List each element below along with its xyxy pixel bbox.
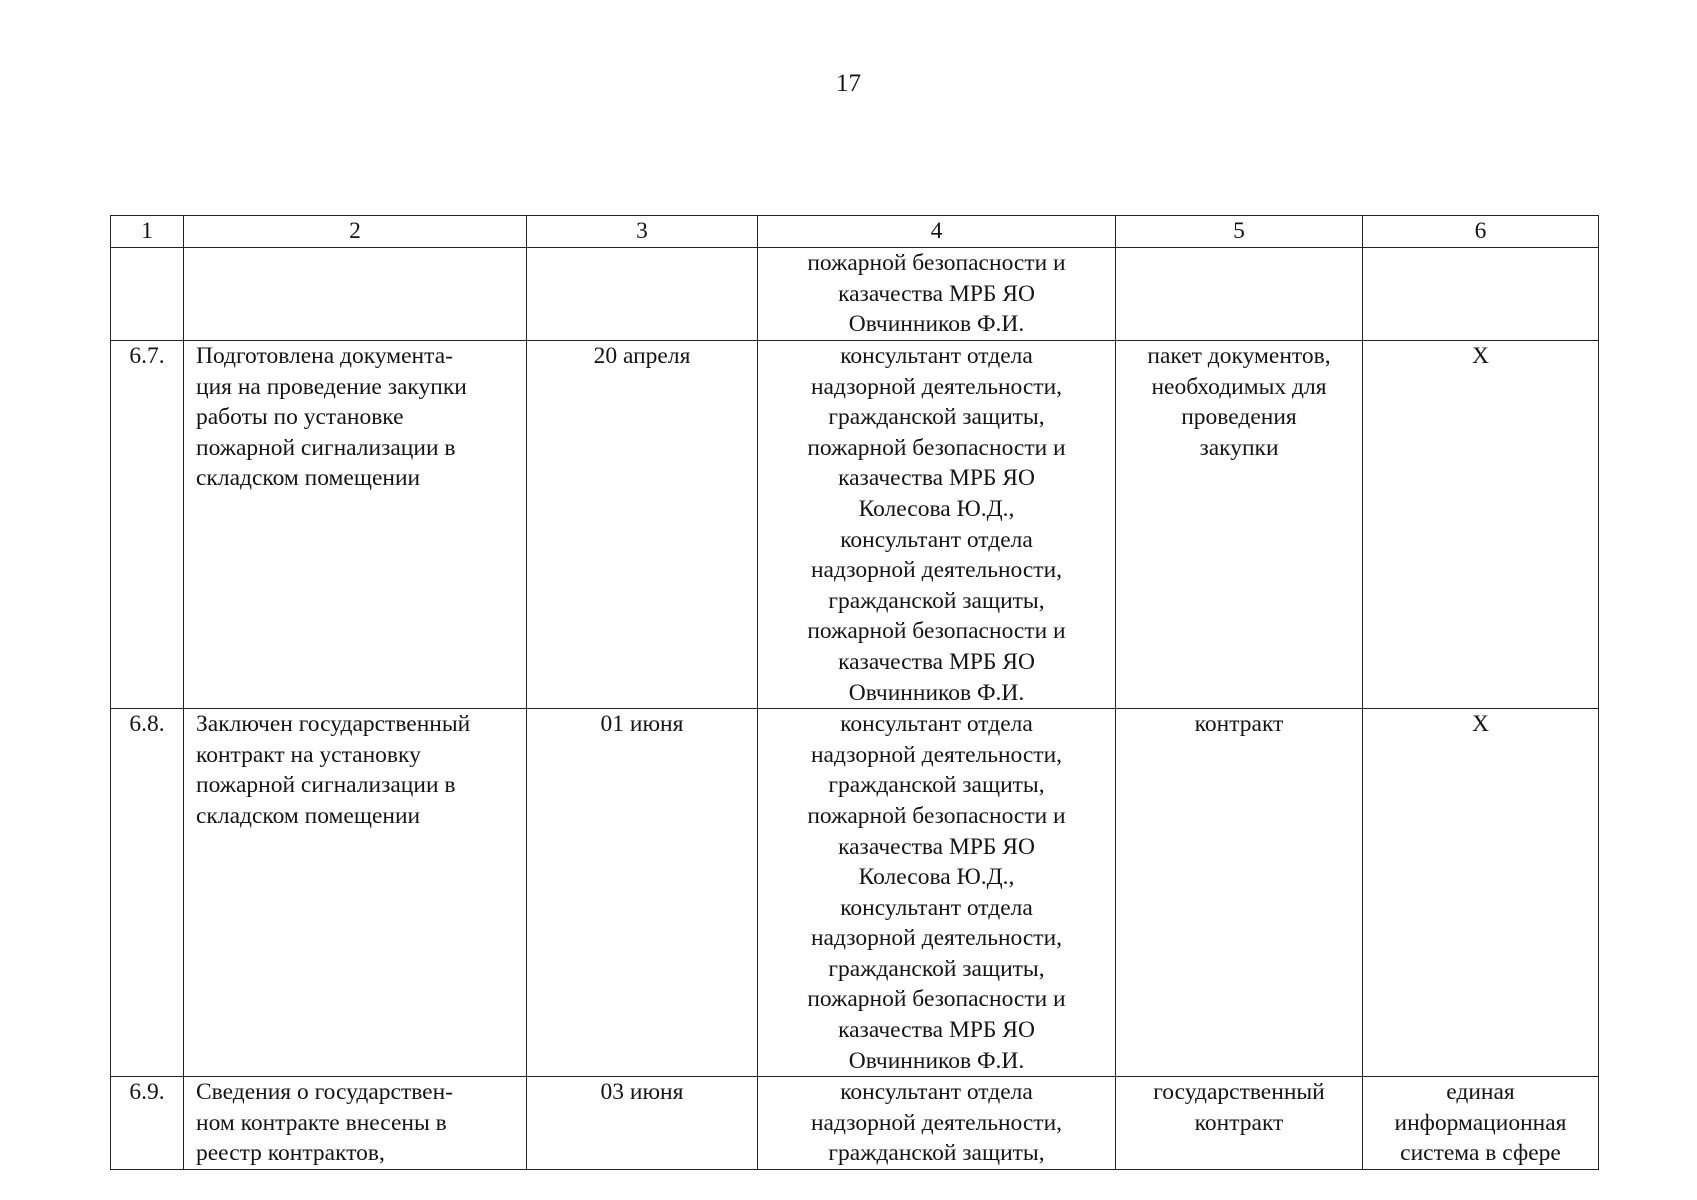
cell-text-line: консультант отдела	[840, 343, 1033, 369]
cell-text-line: ция на проведение закупки	[196, 373, 467, 400]
cell-text-line: гражданской защиты,	[828, 955, 1045, 982]
plan-table	[110, 215, 1599, 1170]
cell-text-line: пожарной безопасности и	[807, 986, 1066, 1013]
cell-text-line: пожарной безопасности и	[807, 434, 1066, 461]
header-cell: 3	[527, 216, 758, 248]
cell-text-line: Овчинников Ф.И.	[848, 1047, 1025, 1074]
system-cell	[1363, 341, 1599, 709]
responsible-cell	[758, 248, 1116, 341]
row-number-cell: 6.8.	[111, 709, 184, 1077]
cell-text-line: Сведения о государствен-	[196, 1079, 454, 1106]
responsible-cell	[758, 341, 1116, 709]
result-cell	[1116, 248, 1363, 341]
date-cell	[527, 248, 758, 341]
cell-text-line: гражданской защиты,	[828, 404, 1045, 431]
system-cell	[1363, 709, 1599, 1077]
task-cell	[184, 1077, 527, 1170]
responsible-cell	[758, 1077, 1116, 1170]
responsible-cell	[758, 709, 1116, 1077]
date-cell: 03 июня	[527, 1077, 758, 1170]
table-row-continuation	[111, 248, 1599, 341]
cell-text-line: складском помещении	[196, 802, 421, 829]
cell-text-line: реестр контрактов,	[196, 1140, 385, 1167]
header-cell: 1	[111, 216, 184, 248]
cell-text-line: Подготовлена документа-	[196, 343, 453, 369]
cell-text-line: казачества МРБ ЯО	[838, 833, 1035, 860]
cell-text-line: Заключен государственный	[196, 711, 471, 738]
cell-text-line: Колесова Ю.Д.,	[858, 864, 1015, 891]
cell-text-line: государственный	[1153, 1079, 1325, 1106]
row-number-cell: 6.7.	[111, 341, 184, 709]
cell-text-line: пожарной безопасности и	[807, 250, 1066, 276]
cell-text-line: пакет документов,	[1147, 343, 1331, 369]
cell-text-line: гражданской защиты,	[828, 1140, 1045, 1167]
row-number-cell: 6.9.	[111, 1077, 184, 1170]
cell-text-line: пожарной сигнализации в	[196, 434, 456, 461]
cell-text-line: надзорной деятельности,	[810, 1109, 1063, 1136]
cell-text-line: надзорной деятельности,	[810, 557, 1063, 584]
page-number: 17	[836, 70, 861, 97]
cell-text-line: информационная	[1394, 1109, 1567, 1136]
cell-text-line: казачества МРБ ЯО	[838, 465, 1035, 492]
task-cell	[184, 341, 527, 709]
cell-text-line: закупки	[1199, 434, 1279, 461]
cell-text-line: контракт на установку	[196, 741, 421, 768]
system-cell	[1363, 248, 1599, 341]
cell-text-line: надзорной деятельности,	[810, 373, 1063, 400]
date-cell: 01 июня	[527, 709, 758, 1077]
cell-text-line: консультант отдела	[840, 711, 1033, 738]
header-cell: 2	[184, 216, 527, 248]
header-cell: 6	[1363, 216, 1599, 248]
cell-text-line: казачества МРБ ЯО	[838, 280, 1035, 307]
row-number-cell	[111, 248, 184, 341]
cell-text-line: складском помещении	[196, 465, 421, 492]
table-row	[111, 341, 1599, 709]
cell-text-line: работы по установке	[196, 404, 404, 431]
header-cell: 5	[1116, 216, 1363, 248]
cell-text-line: контракт	[1194, 711, 1284, 738]
cell-text-line: надзорной деятельности,	[810, 741, 1063, 768]
task-cell	[184, 248, 527, 341]
cell-text-line: Х	[1472, 711, 1489, 738]
result-cell	[1116, 709, 1363, 1077]
cell-text-line: гражданской защиты,	[828, 772, 1045, 799]
cell-text-line: казачества МРБ ЯО	[838, 1017, 1035, 1044]
date-cell: 20 апреля	[527, 341, 758, 709]
result-cell	[1116, 1077, 1363, 1170]
cell-text-line: проведения	[1181, 404, 1297, 431]
table-row	[111, 1077, 1599, 1170]
cell-text-line: пожарной сигнализации в	[196, 772, 456, 799]
cell-text-line: надзорной деятельности,	[810, 925, 1063, 952]
cell-text-line: контракт	[1194, 1109, 1284, 1136]
system-cell	[1363, 1077, 1599, 1170]
header-row	[111, 216, 1599, 248]
cell-text-line: Овчинников Ф.И.	[848, 311, 1025, 338]
cell-text-line: консультант отдела	[840, 1079, 1033, 1106]
cell-text-line: необходимых для	[1151, 373, 1327, 400]
table-row	[111, 709, 1599, 1077]
cell-text-line: Колесова Ю.Д.,	[858, 495, 1015, 522]
header-cell: 4	[758, 216, 1116, 248]
task-cell	[184, 709, 527, 1077]
cell-text-line: Х	[1472, 343, 1489, 369]
cell-text-line: пожарной безопасности и	[807, 802, 1066, 829]
cell-text-line: система в сфере	[1400, 1140, 1561, 1167]
cell-text-line: единая	[1446, 1079, 1515, 1106]
cell-text-line: консультант отдела	[840, 894, 1033, 921]
cell-text-line: казачества МРБ ЯО	[838, 648, 1035, 675]
cell-text-line: пожарной безопасности и	[807, 618, 1066, 645]
result-cell	[1116, 341, 1363, 709]
cell-text-line: консультант отдела	[840, 526, 1033, 553]
cell-text-line: Овчинников Ф.И.	[848, 679, 1025, 706]
cell-text-line: гражданской защиты,	[828, 587, 1045, 614]
cell-text-line: ном контракте внесены в	[196, 1109, 447, 1136]
